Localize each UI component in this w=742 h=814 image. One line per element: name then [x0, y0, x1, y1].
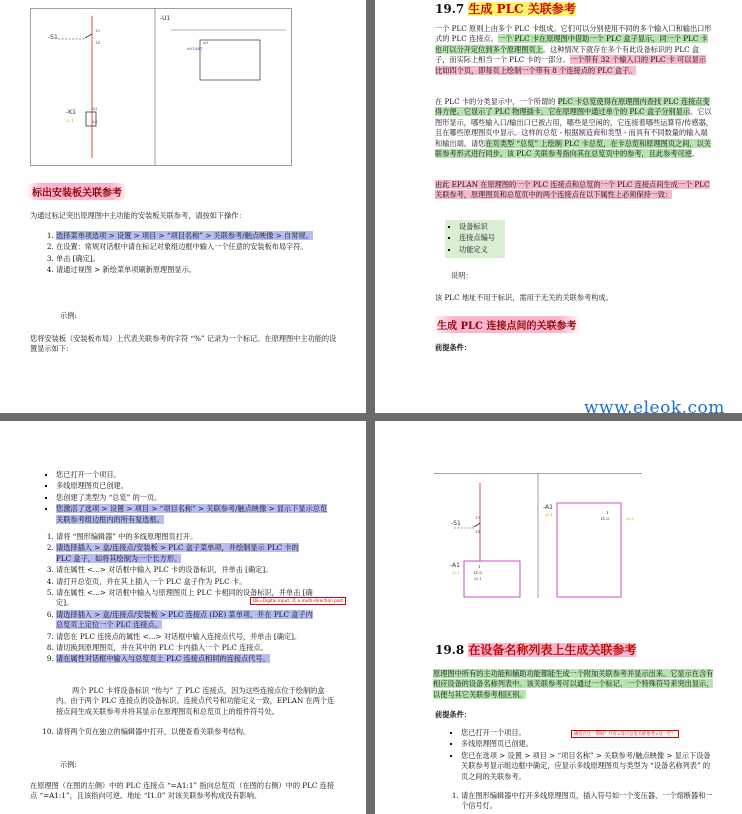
p3-step-1: 1. 请将 “图形编辑器” 中的多线原理图页打开。	[56, 532, 314, 542]
s1-pin-top: 13	[95, 28, 101, 33]
document-page-1	[0, 0, 366, 413]
p3-bullet-4: ▪ 您激活了选项 > 设置 > 项目 > “项目名称” > 关联参考/触点映像 > 显示下显示总览关联参考组边框内的所有复选框。	[56, 504, 332, 525]
p4-a1-right-val-2: I1.0	[601, 516, 609, 521]
s1-label: -S1	[48, 34, 58, 41]
k1-label: -K1	[66, 109, 76, 116]
p4-a1-left-sub: /5.1	[452, 570, 460, 575]
k1-pin-bottom: A2	[92, 119, 98, 124]
p3-bullet-3: ▪ 您创建了类型为 “总览” 的一页。	[56, 493, 332, 503]
plc-para-1: 一个 PLC 原则上由多个 PLC 卡组成。它们可以分别使用不同的多个输入口和输出口形式的 PLC 连接点。一个 PLC 卡在原理图中借助一个 PLC 盒子显示，同一个 PLC 卡也可以分开定位到多个原理图页上。这种情况下就存在多个有此设备标识的 PLC 盒子，而实际上相当一个 PLC 卡的一部分。一个带有 32 个输入口的 PLC 卡 可以显示比如四个页，即每页上绘制一个带有 8 个连接点的 PLC 盒子。	[435, 24, 712, 75]
p4-a1-left-val-2: I1.0	[474, 570, 482, 575]
p3-step-3: 3. 请在属性 <...> 对话框中输入 PLC 卡的设备标识，并单击 [确定]。	[56, 565, 314, 575]
p4-a1-right-val-3: /2.2	[626, 516, 634, 521]
p4-a1-left-label: -A1	[450, 562, 460, 569]
p4-a1-left-val-1: 1	[478, 564, 481, 569]
note-text: 该 PLC 地址不用于标识，需用于无关的关联参考构成。	[435, 293, 613, 302]
p3-example-label: 示例:	[60, 760, 77, 769]
p3-step-8: 8. 请切换到原理图页，并在其中的 PLC 卡内插入一个 PLC 连接点。	[56, 643, 314, 653]
p4-step-1: 1. 请在图形编辑器中打开多线原理图页，插入符号如一个变压器、一个熔断器和一个信号灯。	[461, 791, 713, 812]
schematic-diagram-2	[434, 473, 642, 598]
chapter-heading-19-7	[435, 0, 576, 17]
section-title-plc-connections: 生成 PLC 连接点间的关联参考	[431, 316, 582, 333]
p3-example-text: 在原理图（在图的左侧）中的 PLC 连接点 “=A1:1” 指向总览页（在图的右侧）中的 PLC 连接点 “=A1:1”，且该指向可逆。地址 “I1.0” 对该关联参考构成没有影响。	[30, 781, 335, 801]
note-label: 说明：	[451, 271, 473, 280]
p4-para-1: 原理图中所有的主功能和辅助功能都能生成一个附加关联参考并显示出来。它显示在含有相应设备的设备名称列表中。该关联参考可以通过一个标记、一个特殊符号来突出显示，以便与其它关联参考相区别。	[433, 669, 714, 699]
p3-step-9: 9. 请在属性对话框中输入与总览页上 PLC 连接点相同的连接点代号。	[56, 654, 314, 664]
p4-steps	[447, 791, 713, 813]
plc-attr-function-definition: ▪ 功能定义	[459, 245, 503, 255]
p3-bullet-1: ▪ 您已打开一个项目。	[56, 470, 332, 480]
mounting-steps	[42, 231, 314, 277]
plc-para-2: 在 PLC 卡的分类显示中，一个所谓的 PLC 卡总览使得在原理图内查找 PLC 连接点变得方便。它显示了 PLC 物理插卡，它在原理图中通过单个的 PLC 盒子分别显示。它以图形显示，哪些输入口/输出口已被占用，哪些是空闲的，它连接着哪些运算符/传感器，且在哪些原理图页中显示。这样的总览 - 根据制造商和类型 - 而具有不同数量的输入端和输出端。请您在页类型 “总览” 上绘制 PLC 卡总览，在卡总览和原理图页之间，以关联参考形式进行同步。该 PLC 关联参考指向其在总览页中的参考，且此参考可逆。	[435, 97, 713, 159]
p4-s1-pin-bottom: 14	[475, 529, 481, 534]
p3-note: 两个 PLC 卡将设备标识 “传与” 了 PLC 连接点，因为这些连接点位于绘制的盒内。由于两个 PLC 连接点的设备标识、连接点代号和功能定义一致，EPLAN 在两个连接点间生成关联参考并将其显示在原理图页和总览页上的组件符号处。	[56, 686, 335, 716]
mounting-step-3: 3. 单击 [确定]。	[56, 254, 314, 264]
p3-step-7: 7. 请您在 PLC 连接点的属性 <...> 对话框中输入连接点代号，并单击 [确定]。	[56, 632, 314, 642]
plc-para-3: 由此 EPLAN 在原理图的一个 PLC 连接点和总览的一个 PLC 连接点间生成一个 PLC 关联参考，原理图页和总览页中的两个连接点在以下属性上必须保持一致：	[435, 180, 710, 200]
p4-bullet-1: ▪ 您已打开一个项目。	[461, 728, 713, 738]
p4-bullet-2: ▪ 多线原理图页已创建。	[461, 739, 713, 749]
document-page-2	[375, 0, 742, 413]
document-page-3	[0, 421, 366, 814]
chapter-title: 生成 PLC 关联参考	[468, 2, 576, 16]
k1-sublabel: /3.1	[66, 118, 74, 123]
plc-attr-connection-number: ▪ 连接点编号	[459, 233, 503, 243]
chapter-number: 19.7	[435, 2, 465, 16]
u1-box-line-1: A1	[203, 40, 209, 45]
p4-bullet-3: ▪ 您已在选项 > 设置 > 项目 > “项目名称” > 关联参考/触点映像 > 显示下设备关联参考显示组边框中确定，应显示多线原理图页与类型为 “设备名称列表” 的页之间的关联参考。	[461, 751, 713, 782]
schematic-diagram-1	[30, 8, 292, 166]
chapter-number-19-8: 19.8	[435, 643, 465, 657]
p3-step-4: 4. 请打开总览页，并在其上插入一个 PLC 盒子作为 PLC 卡。	[56, 577, 314, 587]
chapter-title-19-8: 在设备名称列表上生成关联参考	[468, 643, 637, 657]
chapter-heading-19-8	[435, 641, 636, 658]
plc-attribute-list	[445, 220, 505, 258]
mounting-step-4: 4. 请通过视图 > 新绘菜单项刷新原理图显示。	[56, 265, 314, 275]
watermark: www.eleok.com	[584, 398, 725, 418]
document-page-4	[375, 421, 742, 814]
mounting-intro: 为通过标记突出原理图中主功能的安装板关联参考，请按如下操作：	[30, 211, 246, 220]
p4-prereq-label: 前提条件：	[435, 710, 471, 719]
p3-step-10-list	[42, 727, 332, 738]
prereq-label: 前提条件：	[435, 343, 471, 352]
p3-prereq-bullets	[42, 470, 332, 526]
k1-pin-top: A1	[92, 106, 98, 111]
example-text: 您将安装板（安装板布局）上代表关联参考的字符 “%” 记录为一个标记。在原理图中主功能的设置显示如下:	[30, 334, 337, 354]
p3-step-5: 5. 请在属性 <...> 对话框中输入与原理图页上 PLC 卡相同的设备标识，并单击 [确定]。	[56, 588, 314, 609]
p3-step-10: 10. 请将两个页在独立的编辑器中打开，以便查看关联参考结构。	[56, 727, 332, 737]
p3-step-6: 6. 请选择插入 > 盒/连接点/安装板 > PLC 连接点 (DE) 菜单项，并在 PLC 盒子内总览页上定位一个 PLC 连接点。	[56, 610, 314, 631]
p3-comment-callout: DE=Digital Input, 其 a multi-direction part	[250, 597, 346, 605]
p4-a1-right-label: -A1	[543, 504, 553, 511]
p4-s1-label: -S1	[451, 520, 461, 527]
example-label: 示例:	[60, 311, 77, 320]
p3-step-2: 2. 请选择插入 > 盒/连接点/安装板 > PLC 盒子菜单项，并绘制显示 PLC 卡的 PLC 盒子，如将其绘制为一个长方形。	[56, 543, 314, 564]
p4-s1-pin-top: 13	[475, 515, 481, 520]
p3-bullet-2: ▪ 多线原理图页已创建。	[56, 481, 332, 491]
mounting-step-2: 2. 在设置：常规对话框中请在标记对象组边框中输入一个任意的安装板布局字符。	[56, 242, 314, 252]
u1-label: -U1	[160, 15, 171, 22]
p4-a1-right-sub: /8.1	[545, 512, 553, 517]
p4-comment-callout: 确信在这一期间？只有=显示总览关联参考=这一栏？	[571, 730, 679, 738]
p4-prereq-bullets	[447, 728, 713, 783]
section-title-mounting-panel: 标出安装板关联参考	[26, 183, 128, 200]
mounting-step-1: 1. 选择菜单项选项 > 设置 > 项目 > “项目名称” > 关联参考/触点映像 > 自常规。	[56, 231, 314, 241]
p4-a1-right-val-1: 1	[606, 510, 609, 515]
p4-a1-left-val-3: /8.1	[474, 576, 482, 581]
s1-pin-bottom: 14	[95, 40, 101, 45]
plc-attr-device-tag: ▪ 设备标识	[459, 222, 503, 232]
u1-box-line-2: 601A87	[187, 46, 203, 51]
